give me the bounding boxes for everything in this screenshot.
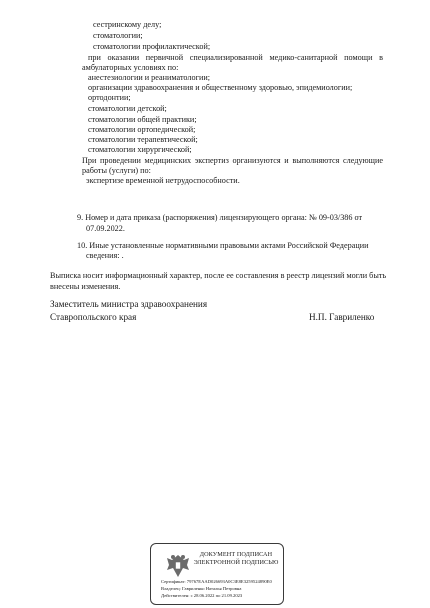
service-item: стоматологии общей практики; — [88, 115, 197, 124]
disclaimer-line: внесены изменения. — [50, 282, 121, 291]
service-item: стоматологии хирургической; — [88, 145, 192, 154]
signatory-title: Ставропольского края — [50, 312, 137, 322]
certificate-number: Сертификат: 79767EAAD026693A0C3E8E3259524890E0 — [161, 579, 272, 584]
expertise-intro-line: При проведении медицинских экспертиз организуются и выполняются следующие — [82, 156, 383, 165]
service-item: сестринскому делу; — [93, 20, 162, 29]
service-item: стоматологии профилактической; — [93, 42, 211, 51]
service-item: ортодонтии; — [88, 93, 131, 102]
order-number-line: 9. Номер и дата приказа (распоряжения) лицензирующего органа: № 09-03/386 от — [77, 213, 363, 222]
stamp-title-line: ЭЛЕКТРОННОЙ ПОДПИСЬЮ — [193, 558, 279, 566]
stamp-title — [191, 551, 281, 566]
other-info-line: сведения: . — [86, 251, 124, 260]
expertise-intro-line: работы (услуги) по: — [82, 166, 151, 175]
outpatient-intro-line: амбулаторных условиях по: — [82, 63, 179, 72]
service-item: анестезиологии и реаниматологии; — [88, 73, 210, 82]
certificate-owner: Владелец: Гавриленко Наталья Петровна — [161, 586, 242, 591]
service-item: стоматологии ортопедической; — [88, 125, 196, 134]
electronic-signature-stamp — [150, 543, 284, 605]
other-info-line: 10. Иные установленные нормативными правовыми актами Российской Федерации — [77, 241, 369, 250]
coat-of-arms-icon — [165, 552, 191, 580]
service-item: стоматологии детской; — [88, 104, 167, 113]
order-date-line: 07.09.2022. — [86, 224, 125, 233]
disclaimer-line: Выписка носит информационный характер, после ее составления в реестр лицензий могли быть — [50, 271, 387, 280]
signatory-title: Заместитель министра здравоохранения — [50, 299, 208, 309]
outpatient-intro-line: при оказании первичной специализированной медико-санитарной помощи в — [88, 53, 383, 62]
service-item: стоматологии терапевтической; — [88, 135, 198, 144]
service-item: стоматологии; — [93, 31, 143, 40]
certificate-validity: Действителен: с 28.06.2022 по 21.09.2023 — [161, 593, 243, 598]
signatory-name: Н.П. Гавриленко — [309, 312, 375, 322]
stamp-title-line: ДОКУМЕНТ ПОДПИСАН — [199, 551, 273, 558]
service-item: экспертизе временной нетрудоспособности. — [86, 176, 240, 185]
service-item: организации здравоохранения и общественному здоровью, эпидемиологии; — [88, 83, 353, 92]
